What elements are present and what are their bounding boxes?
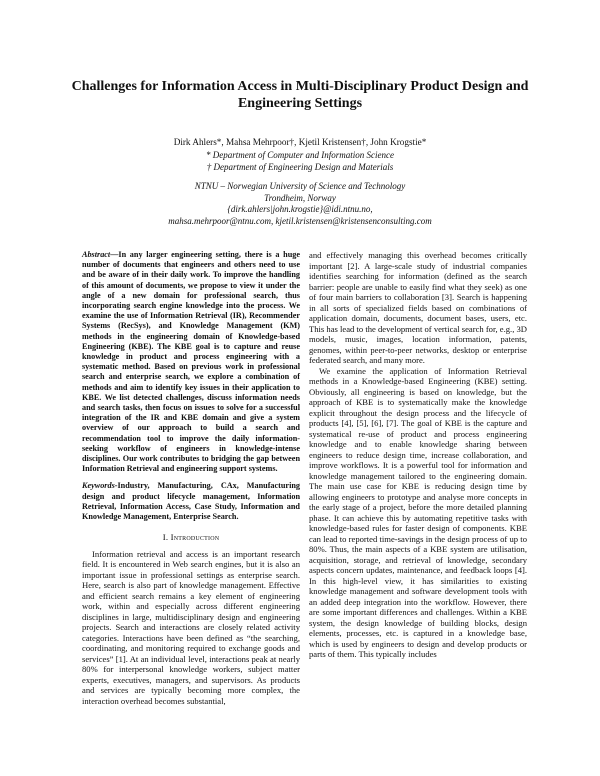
author-emails-1: {dirk.ahlers|john.krogstie}@idi.ntnu.no,	[227, 204, 373, 214]
intro-paragraph-3: We examine the application of Information Retrieval methods in a Knowledge-based Engineering (KBE) setting. Obviously, all engineering is based on knowledge, but the approach of KBE is to systematically make the knowledge explicit throughout the design process and the lifecycle of products [4], [5], [6], [7]. The goal of KBE is the capture and systematical re-use of product and process engineering knowledge and to enable knowledge sharing between engineers to reduce design time, increase collaboration, and improve workflows. It is a powerful tool for information and knowledge management tailored to the engineering domain. The main use case for KBE is reducing design time by allowing engineers to prototype and analyse more concepts in the early stage of a project, before the more detailed planning phase. It can achieve this by automating repetitive tasks with knowledge-based rules for faster design of components. KBE can lead to reported time-savings in the design process of up to 80%. Thus, the main aspects of a KBE system are utilisation, acquisition, storage, and retrieval of knowledge, secondary aspects concern updates, maintenance, and feedback loops [4]. In this high-level view, it has similarities to existing knowledge management and software development tools with an added deep integration into the workflow. However, there are some important differences and challenges. Within a KBE system, the design knowledge of building blocks, design elements, processes, etc. is captured in a knowledge base, which is used by engineers to design and develop products or parts of them. This typically includes	[309, 365, 527, 659]
abstract	[82, 250, 300, 474]
left-column	[82, 250, 300, 706]
affiliations	[60, 150, 540, 173]
author-list: Dirk Ahlers*, Mahsa Mehrpoor†, Kjetil Kristensen†, John Krogstie*	[173, 137, 427, 147]
section-title: Introduction	[170, 532, 220, 543]
affiliation-edm: † Department of Engineering Design and Materials	[206, 161, 394, 172]
institution-name: NTNU – Norwegian University of Science and Technology	[194, 181, 406, 191]
paper-title: Challenges for Information Access in Multi-Disciplinary Product Design and Engineering Settings	[71, 79, 529, 111]
author-emails-2: mahsa.mehrpoor@ntnu.com, kjetil.kristensen@kristensenconsulting.com	[168, 215, 432, 226]
section-heading-introduction	[82, 532, 300, 543]
intro-paragraph-2: and effectively managing this overhead becomes critically important [2]. A large-scale study of industrial companies identifies searching for information (defined as the search barrier: people are unable to easily find what they seek) as one of four main barriers to collaboration [3]. Search is happening in all sorts of specialized fields based on combinations of application domain, documents, document bases, users, etc. This has lead to the development of vertical search for, e.g., 3D models, music, images, location information, patents, genomes, within peer-to-peer networks, desktop or enterprise federated search, and many more.	[309, 250, 528, 365]
affiliation-cs: * Department of Computer and Information Science	[206, 150, 394, 160]
keywords-label: Keywords	[82, 481, 115, 491]
institution-city: Trondheim, Norway	[264, 192, 336, 203]
keywords-text: -Industry, Manufacturing, CAx, Manufacturing design and product lifecycle management, Information Retrieval, Information Access, Case Study, Information and Knowledge Management, Enterprise Search.	[82, 481, 300, 522]
intro-paragraph-1: Information retrieval and access is an important research field. It is encountered in Web search engines, but it is also an important issue in professional settings as enterprise search. Here, search is also part of knowledge management. Effective and efficient search remains a key element of engineering work, within and especially across different engineering disciplines in large, multidisciplinary design and engineering projects. Search and interactions are closely related activity categories. Interactions have been defined as “the searching, coordinating, and monitoring required to exchange goods and services” [1]. At an individual level, interactions peak at nearly 80% for interpersonal knowledge workers, subject matter experts, executives, managers, and supervisors. As products and services are typically becoming more complex, the interaction overhead becomes substantial,	[82, 548, 300, 706]
abstract-text: —In any larger engineering setting, there is a huge number of documents that engineers and others need to use and be aware of in their daily work. To improve the handling of this amount of documents, we propose to view it under the angle of a new domain for professional search, thus incorporating search engine knowledge into the process. We examine the use of Information Retrieval (IR), Recommender Systems (RecSys), and Knowledge Management (KM) methods in the engineering domain of Knowledge-based Engineering (KBE). The KBE goal is to capture and reuse knowledge in product and process engineering with a systematic method. Based on previous work in professional search and enterprise search, we explore a combination of methods and aim to identify key issues in their application to KBE. We list detected challenges, discuss information needs and search tasks, then focus on issues to solve for a successful integration of the IR and KBE domain and give a system overview of our approach to build a search and recommendation tool to improve the daily information-seeking workflow of engineers in knowledge-intense disciplines. Our work contributes to bridging the gap between Information Retrieval and engineering support systems.	[82, 250, 300, 474]
right-column	[309, 250, 527, 660]
abstract-label: Abstract	[82, 250, 111, 259]
keywords	[82, 481, 300, 522]
institution-block	[60, 181, 540, 227]
section-number: I.	[162, 532, 169, 543]
